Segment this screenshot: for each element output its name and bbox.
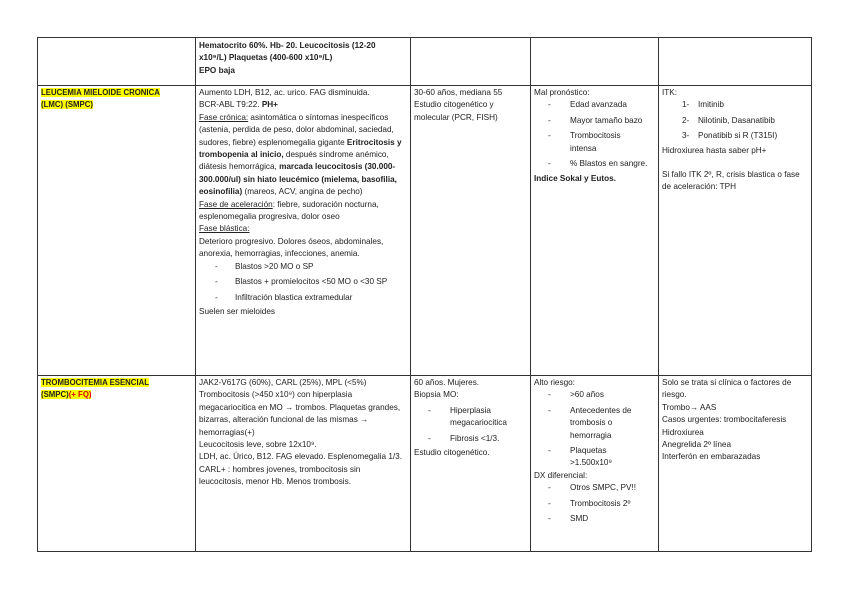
text-line [199,137,407,149]
list-item: - Hiperplasia [414,405,527,417]
text-fragment: (+ FQ) [68,390,92,400]
text-fragment: diátesis hemorrágica, [199,162,277,172]
list-item: - % Blastos en sangre. [534,158,655,170]
list-item: - >60 años [534,389,655,401]
list-item: - Fibrosis <1/3. [414,433,527,445]
cell-prognosis [531,86,659,376]
cell-risk [531,376,659,552]
text-line: Aumento LDH, B12, ac. urico. FAG disminuida. [199,88,370,97]
text-fragment: trombopenia al inicio, [199,150,284,160]
text-line: hemorragias(+) [199,427,255,437]
list-item: - Mayor tamaño bazo [534,115,655,127]
text-line [199,199,407,211]
text-line: Casos urgentes: trombocitaferesis [662,415,787,425]
text-line: DX diferencial: [534,470,588,480]
text-line: (astenia, perdida de peso, dolor abdominal, saciedad, [199,125,394,135]
disease-table [37,37,812,552]
cell-epidemiology [411,86,531,376]
text-fragment: sudores, fiebre) esplenomegalia gigante [199,137,345,147]
cell-disease-name [38,86,196,376]
cell-epidemiology [411,376,531,552]
text-line [199,161,407,173]
text-line [199,112,407,124]
text-line: esplenomegalia progresiva, dolor oseo [199,212,340,222]
list-item: - Trombocitosis 2º [534,498,655,510]
text-line: leucocitosis, menor Hb. Menos trombosis. [199,477,351,487]
text-line: >1.500x10⁹ [570,458,612,468]
text-line: Interferón en embarazadas [662,452,761,462]
text-line: JAK2-V617G (60%), CARL (25%), MPL (<5%) [199,378,367,387]
text-line: 300.000/ul) sin hiato leucémico (mielema, basofilia, [199,174,397,184]
text-fragment: Nilotinib, Dasanatibib [698,115,775,125]
text-line: x10⁹/L) Plaquetas (400-600 x10⁹/L) [199,53,333,63]
phase-label: Fase blástica: [199,224,250,234]
text-fragment: PH+ [261,100,278,110]
text-line: CARL+ : hombres jovenes, trombocitosis sin [199,464,361,474]
text-line: Leucocitosis leve, sobre 12x10⁹. [199,440,317,450]
text-line: Estudio citogenético. [414,448,490,458]
list-item: - Antecedentes de [534,405,655,417]
text-line [199,186,407,198]
text-line: trombosis o [570,418,613,428]
text-line: Hematocrito 60%. Hb- 20. Leucocitosis (12-20 [199,41,376,50]
text-line [199,99,407,111]
text-line: Hidroxiurea [662,427,704,437]
text-line: anorexia, hemorragias, infecciones, anemia. [199,249,360,259]
cell-disease-name [38,376,196,552]
text-fragment: BCR-ABL T9:22. [199,100,260,110]
list-item: - SMD [534,513,655,525]
text-line: Trombo→ AAS [662,402,717,412]
list-item: - Plaquetas [534,445,655,457]
text-line: riesgo. [662,390,687,400]
text-fragment: (SMPC) [41,390,69,400]
text-line: molecular (PCR, FISH) [414,112,498,122]
cell-name-empty [38,38,196,86]
cell-treatment [659,86,812,376]
text-line: Mal pronóstico: [534,88,590,97]
text-line: bizarras, alteración funcional de las mismas → [199,415,369,425]
list-item [662,130,808,142]
table-row-te [38,376,812,552]
disease-subtitle [41,390,91,399]
text-line: EPO baja [199,65,235,75]
cell-empty [531,38,659,86]
disease-subtitle: (LMC) (SMPC) [41,100,93,110]
text-line: hemorragia [570,430,612,440]
text-fragment: Ponatibib si R (T315I) [698,131,778,141]
list-item [662,115,808,127]
text-line: megacariocitica [450,418,507,428]
cell-empty [659,38,812,86]
spacer [662,157,808,169]
cell-empty [411,38,531,86]
cell-clinical-description [196,376,411,552]
text-line: Suelen ser mieloides [199,306,276,316]
text-line: Deterioro progresivo. Dolores óseos, abdominales, [199,236,384,246]
text-line: 60 años. Mujeres. [414,378,480,387]
text-line: Solo se trata si clínica o factores de [662,378,792,387]
text-line: de aceleración: TPH [662,182,737,192]
list-item: - Blastos + promielocitos <50 MO o <30 SP [199,276,407,288]
text-line: megacariocitica en MO → trombos. Plaquetas grandes, [199,402,401,412]
list-number: 3- [682,131,690,141]
text-fragment: Imitinib [698,100,724,110]
disease-title: TROMBOCITEMIA ESENCIAL [41,378,149,387]
list-item: - Infiltración blastica extramedular [199,292,407,304]
phase-label: Fase crónica: [199,112,249,122]
cell-continuation-text [196,38,411,86]
text-line: intensa [570,143,597,153]
text-line: LDH, ac. Úrico, B12. FAG elevado. Esplenomegalia 1/3. [199,452,402,462]
text-fragment: asintomática o síntomas inespecíficos [248,112,389,122]
text-line: Estudio citogenético y [414,100,494,110]
list-number: 2- [682,115,690,125]
text-line: Si fallo ITK 2º, R, crisis blastica o fase [662,170,800,180]
text-line: 30-60 años, mediana 55 [414,88,503,97]
disease-title: LEUCEMIA MIELOIDE CRONICA [41,88,160,97]
text-line: Alto riesgo: [534,378,575,387]
text-line: Anegrelida 2º línea [662,440,731,450]
text-fragment: (mareos, ACV, angina de pecho) [242,187,363,197]
text-line: Trombocitosis (>450 x10⁹) con hiperplasia [199,390,353,400]
cell-clinical-description [196,86,411,376]
phase-label: Fase de aceleración [199,199,273,209]
table-row-continuation [38,38,812,86]
text-line [199,149,407,161]
cell-treatment [659,376,812,552]
text-fragment: después síndrome anémico, [283,150,389,160]
text-fragment: : fiebre, sudoración nocturna, [272,199,379,209]
text-line: Hidroxiurea hasta saber pH+ [662,145,767,155]
list-item [662,99,808,111]
table-row-lmc [38,86,812,376]
text-line: Biopsia MO: [414,390,459,400]
text-line: Indice Sokal y Eutos. [534,174,616,184]
list-number: 1- [682,100,690,110]
list-item: - Otros SMPC, PV!! [534,482,655,494]
text-fragment: Eritrocitosis y [344,137,402,147]
text-fragment: marcada leucocitosis (30.000- [276,162,396,172]
text-line: ITK: [662,88,678,97]
list-item: - Edad avanzada [534,99,655,111]
list-item: - Blastos >20 MO o SP [199,261,407,273]
text-fragment: eosinofilia) [199,187,243,197]
list-item: - Trombocitosis [534,130,655,142]
